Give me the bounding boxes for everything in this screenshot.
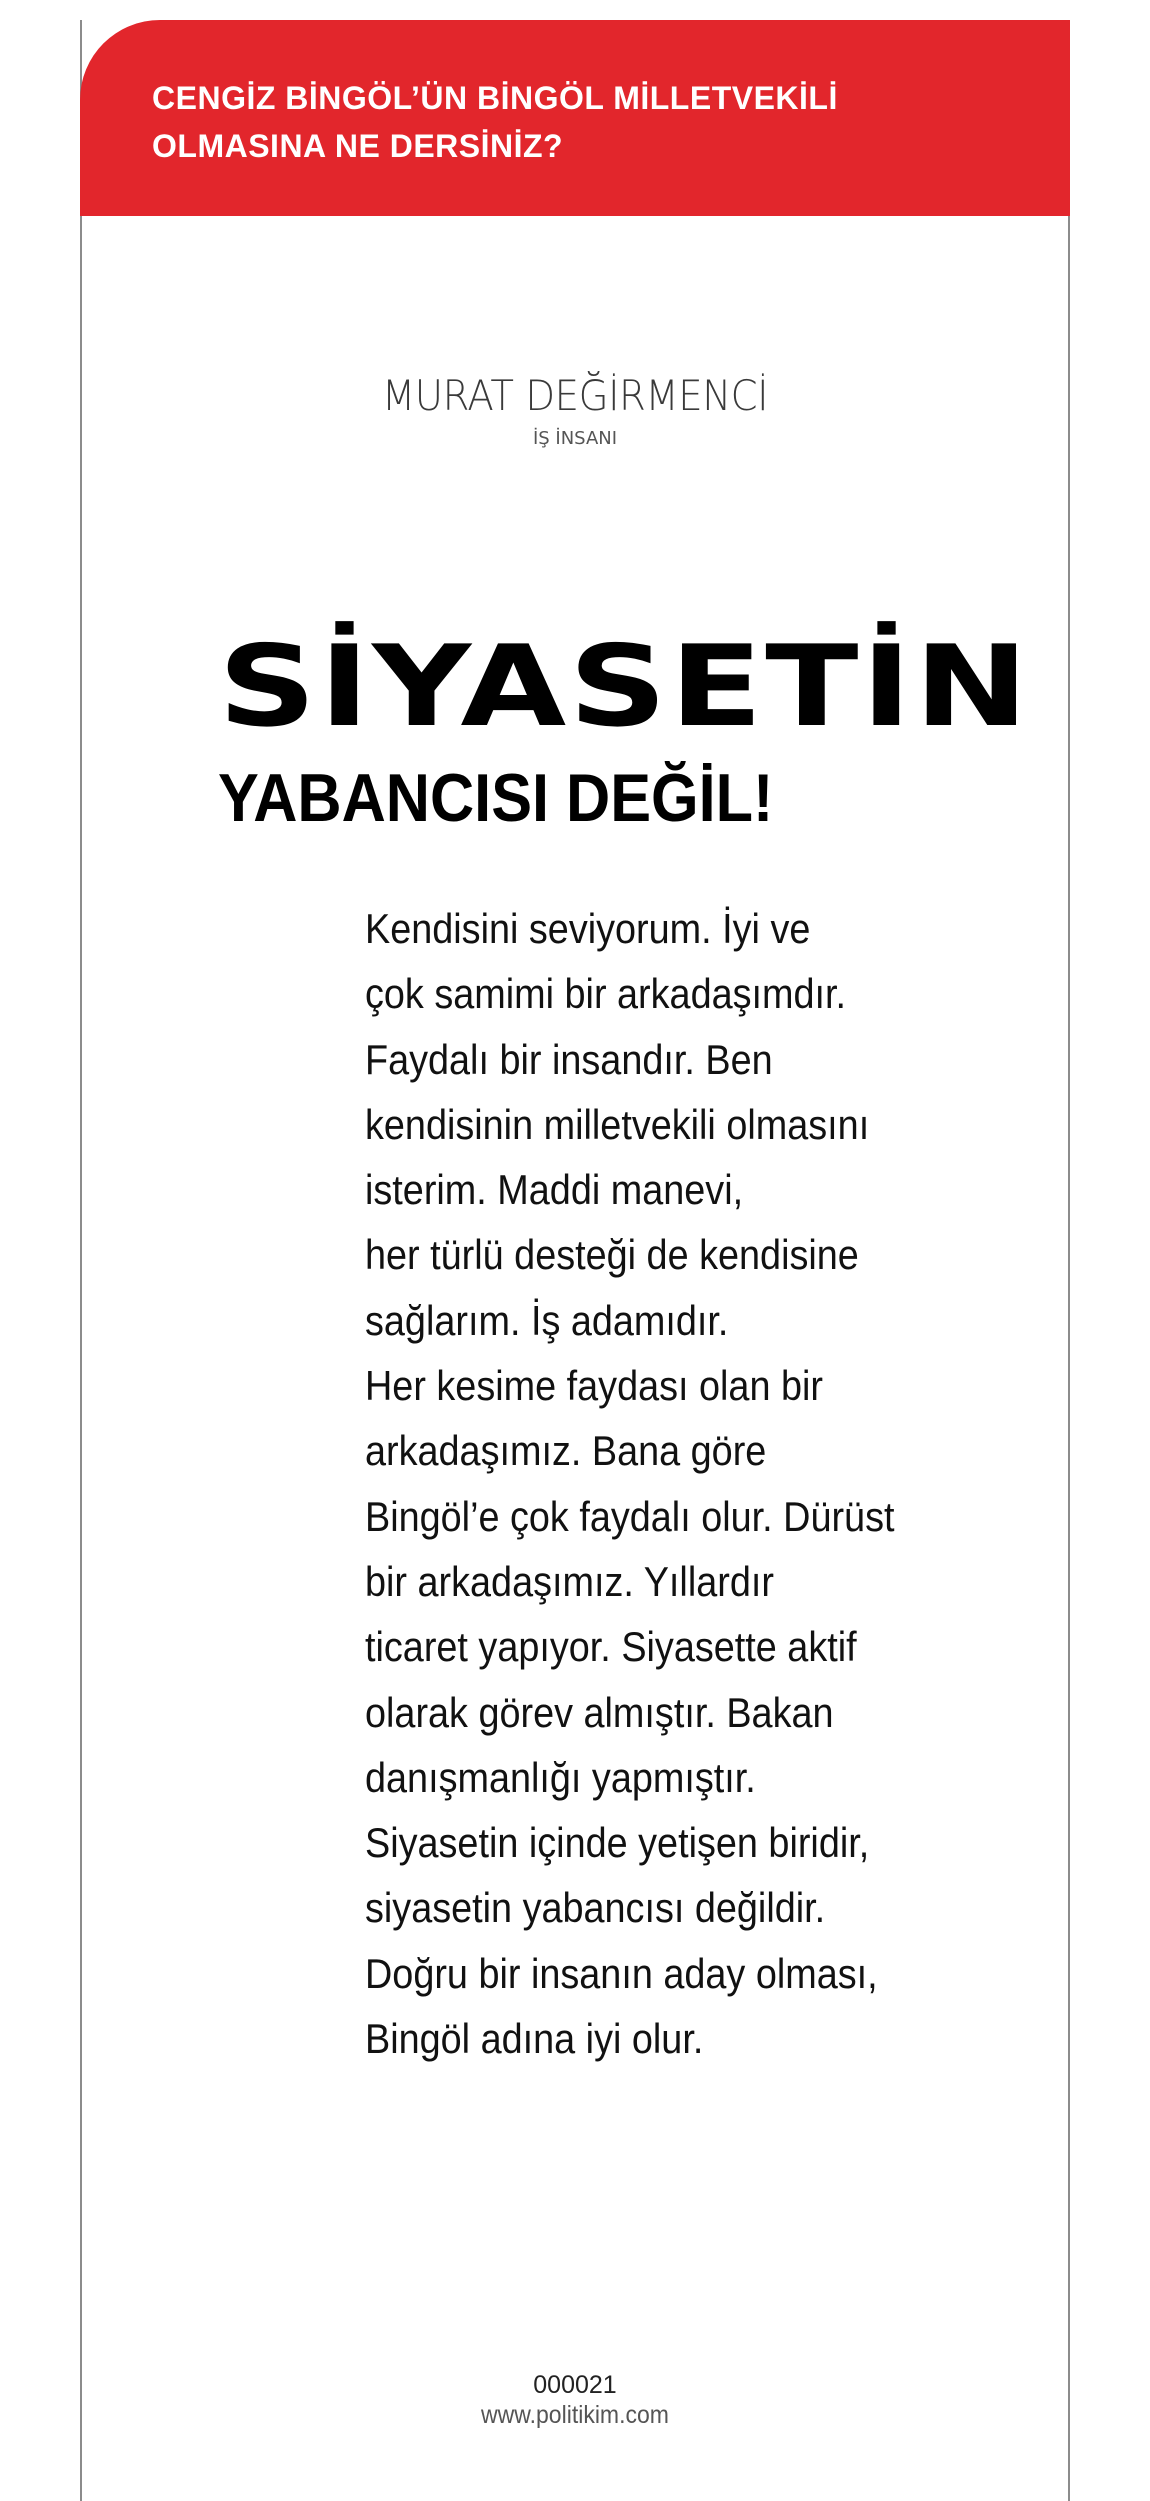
body-line: Bingöl adına iyi olur. [365, 2015, 704, 2063]
body-line: sağlarım. İş adamıdır. [365, 1296, 729, 1344]
body-line: arkadaşımız. Bana göre [365, 1427, 767, 1475]
body-line: isterim. Maddi manevi, [365, 1166, 744, 1214]
body-line: her türlü desteği de kendisine [365, 1231, 859, 1279]
body-line: olarak görev almıştır. Bakan [365, 1688, 834, 1736]
headline-main: SİYASETİN [218, 622, 1031, 752]
body-text [365, 896, 923, 2071]
body-line: danışmanlığı yapmıştır. [365, 1753, 756, 1801]
author-name: MURAT DEĞİRMENCİ [381, 371, 769, 420]
body-line: çok samimi bir arkadaşımdır. [365, 970, 847, 1018]
footer-block [80, 2370, 1070, 2430]
author-block [80, 370, 1070, 450]
body-line: Doğru bir insanın aday olması, [365, 1949, 878, 1997]
header-question: CENGİZ BİNGÖL’ÜN BİNGÖL MİLLETVEKİLİ OLMASINA NE DERSİNİZ? [152, 80, 838, 164]
header-band [80, 20, 1070, 216]
body-line: siyasetin yabancısı değildir. [365, 1884, 826, 1932]
body-line: Kendisini seviyorum. İyi ve [365, 905, 811, 952]
page-code: 000021 [533, 2371, 617, 2399]
body-line: Her kesime faydası olan bir [365, 1362, 824, 1410]
body-line: kendisinin milletvekili olmasını [365, 1100, 870, 1148]
body-line: Bingöl’e çok faydalı olur. Dürüst [365, 1492, 895, 1540]
headline-sub: YABANCISI DEĞİL! [218, 760, 774, 836]
body-line: Faydalı bir insandır. Ben [365, 1035, 773, 1083]
site-url[interactable]: www.politikim.com [481, 2401, 669, 2429]
body-line: bir arkadaşımız. Yıllardır [365, 1557, 774, 1605]
author-title: İŞ İNSANI [532, 428, 618, 449]
body-line: ticaret yapıyor. Siyasette aktif [365, 1623, 857, 1671]
body-line: Siyasetin içinde yetişen biridir, [365, 1819, 870, 1867]
